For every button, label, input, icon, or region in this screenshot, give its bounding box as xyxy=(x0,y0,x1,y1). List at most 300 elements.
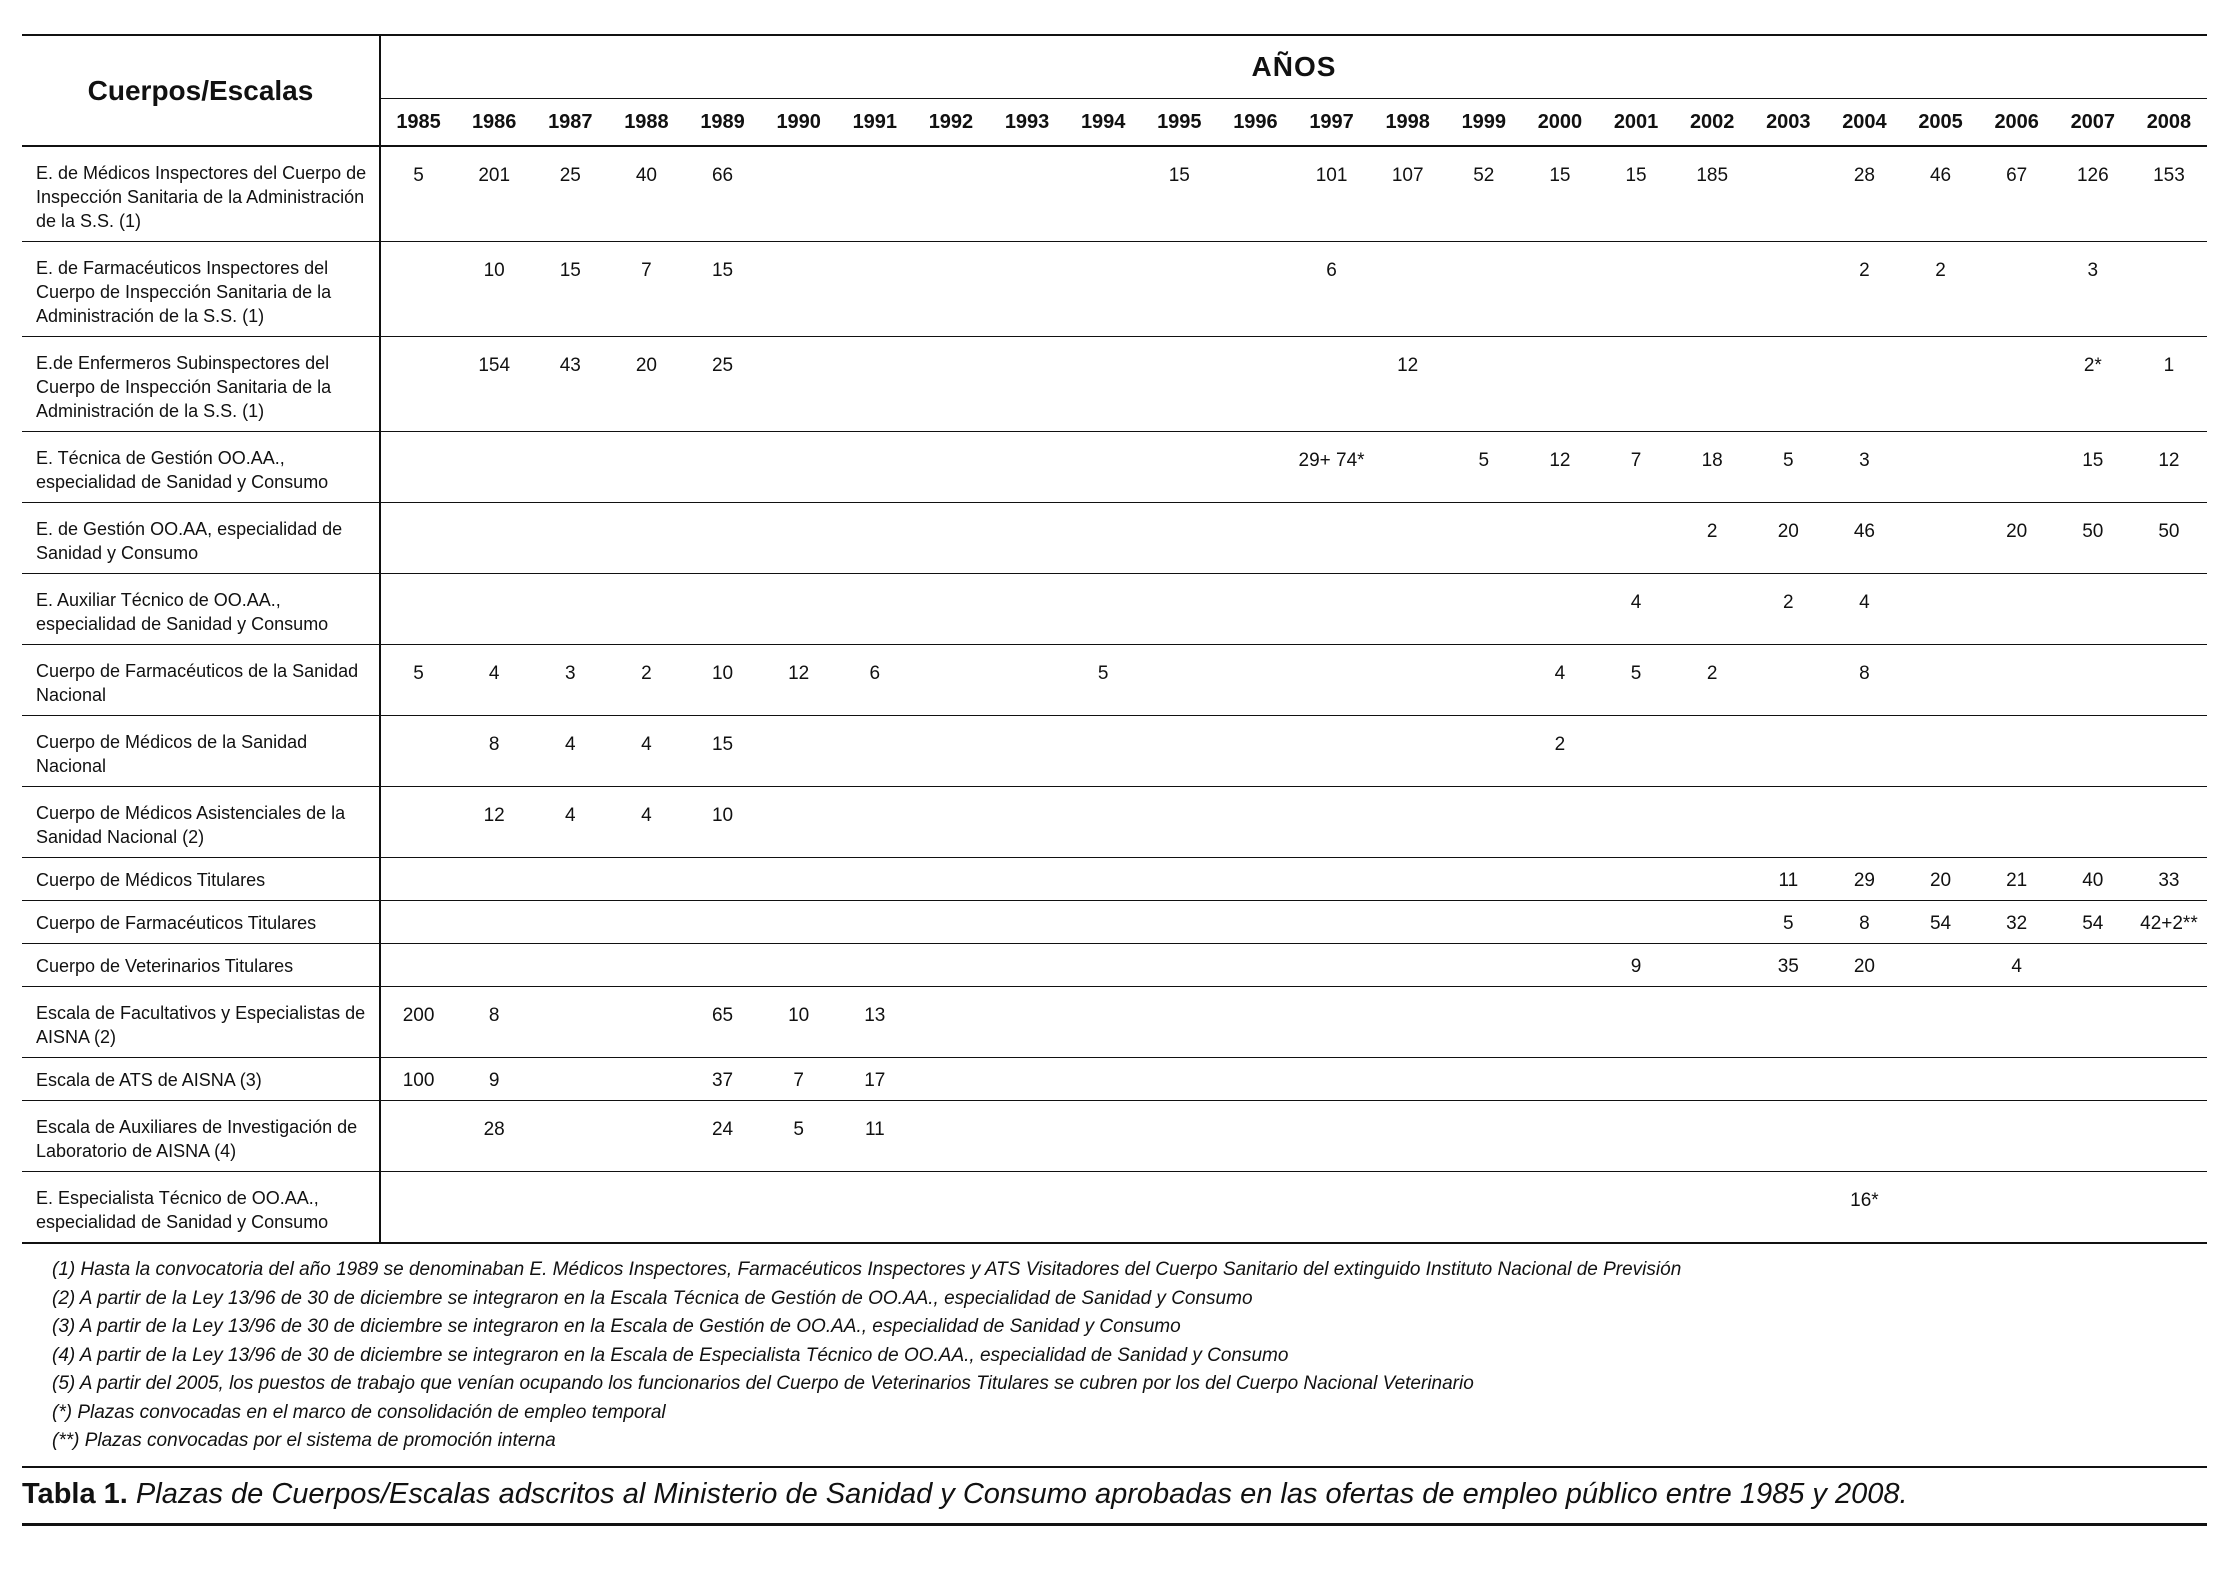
table-cell xyxy=(989,944,1065,987)
table-cell xyxy=(989,503,1065,574)
table-cell xyxy=(1294,645,1370,716)
table-cell: 29+ 74* xyxy=(1294,432,1370,503)
row-label: E. de Gestión OO.AA, especialidad de Sanidad y Consumo xyxy=(22,503,380,574)
table-cell xyxy=(761,574,837,645)
table-cell: 33 xyxy=(2131,858,2207,901)
table-cell: 15 xyxy=(532,242,608,337)
table-cell: 20 xyxy=(1979,503,2055,574)
table-cell xyxy=(989,858,1065,901)
table-cell xyxy=(1217,787,1293,858)
table-cell xyxy=(1446,242,1522,337)
table-cell: 50 xyxy=(2055,503,2131,574)
table-cell xyxy=(1370,242,1446,337)
table-cell xyxy=(1674,858,1750,901)
row-label: E. Técnica de Gestión OO.AA., especialidad de Sanidad y Consumo xyxy=(22,432,380,503)
table-cell xyxy=(1750,787,1826,858)
table-cell: 15 xyxy=(685,716,761,787)
table-cell: 8 xyxy=(456,716,532,787)
table-cell xyxy=(1065,858,1141,901)
table-cell xyxy=(1750,337,1826,432)
table-cell xyxy=(837,574,913,645)
row-label: E. Especialista Técnico de OO.AA., especialidad de Sanidad y Consumo xyxy=(22,1172,380,1244)
table-cell xyxy=(1294,944,1370,987)
year-header: 1999 xyxy=(1446,99,1522,147)
plazas-table xyxy=(22,34,2207,1244)
table-cell xyxy=(1370,645,1446,716)
table-row xyxy=(22,1101,2207,1172)
table-cell xyxy=(761,337,837,432)
table-cell xyxy=(837,787,913,858)
table-cell: 32 xyxy=(1979,901,2055,944)
table-cell: 3 xyxy=(1826,432,1902,503)
table-cell xyxy=(913,645,989,716)
table-cell xyxy=(1903,1058,1979,1101)
table-cell: 46 xyxy=(1826,503,1902,574)
table-cell xyxy=(1522,987,1598,1058)
table-cell xyxy=(1674,337,1750,432)
table-cell: 5 xyxy=(1065,645,1141,716)
table-cell xyxy=(1217,337,1293,432)
footnote: (2) A partir de la Ley 13/96 de 30 de diciembre se integraron en la Escala Técnica de Gestión de OO.AA., especialidad de Sanidad y Consumo xyxy=(52,1287,1253,1309)
table-cell xyxy=(1065,987,1141,1058)
table-cell xyxy=(1141,1058,1217,1101)
table-cell xyxy=(1522,242,1598,337)
table-cell xyxy=(1294,716,1370,787)
table-row xyxy=(22,146,2207,242)
table-cell xyxy=(1141,1172,1217,1244)
table-cell xyxy=(761,432,837,503)
table-cell xyxy=(456,432,532,503)
table-cell xyxy=(1446,1172,1522,1244)
table-cell xyxy=(1141,574,1217,645)
caption-text: Plazas de Cuerpos/Escalas adscritos al Ministerio de Sanidad y Consumo aprobadas en las ofertas de empleo público entre 1985 y 2008. xyxy=(135,1477,1908,1510)
table-cell xyxy=(1750,1058,1826,1101)
table-cell xyxy=(1979,787,2055,858)
table-cell xyxy=(837,242,913,337)
table-cell: 20 xyxy=(1750,503,1826,574)
table-cell xyxy=(1370,858,1446,901)
table-row xyxy=(22,645,2207,716)
table-cell: 3 xyxy=(532,645,608,716)
table-cell xyxy=(761,858,837,901)
table-cell: 35 xyxy=(1750,944,1826,987)
table-cell: 4 xyxy=(532,716,608,787)
table-cell xyxy=(2055,716,2131,787)
year-header: 2007 xyxy=(2055,99,2131,147)
table-cell xyxy=(913,146,989,242)
table-row xyxy=(22,858,2207,901)
table-cell xyxy=(1903,645,1979,716)
table-cell: 4 xyxy=(532,787,608,858)
year-header: 1986 xyxy=(456,99,532,147)
table-cell xyxy=(761,787,837,858)
table-cell xyxy=(1674,787,1750,858)
table-cell: 4 xyxy=(1826,574,1902,645)
table-cell xyxy=(1750,645,1826,716)
table-cell xyxy=(380,716,456,787)
table-cell xyxy=(1903,574,1979,645)
table-cell xyxy=(1750,146,1826,242)
table-cell: 5 xyxy=(1598,645,1674,716)
table-cell xyxy=(1903,1101,1979,1172)
table-cell xyxy=(761,146,837,242)
table-cell xyxy=(1370,716,1446,787)
table-cell xyxy=(2131,1101,2207,1172)
table-cell xyxy=(532,901,608,944)
table-cell xyxy=(989,337,1065,432)
table-cell xyxy=(1598,787,1674,858)
table-cell xyxy=(1217,645,1293,716)
table-cell xyxy=(608,1172,684,1244)
table-cell xyxy=(1979,1101,2055,1172)
table-cell xyxy=(1674,574,1750,645)
table-cell xyxy=(1294,337,1370,432)
table-cell: 2 xyxy=(1826,242,1902,337)
table-cell xyxy=(1141,901,1217,944)
table-cell xyxy=(608,1101,684,1172)
table-cell xyxy=(1750,1101,1826,1172)
table-cell: 7 xyxy=(761,1058,837,1101)
table-cell: 12 xyxy=(2131,432,2207,503)
table-cell xyxy=(608,944,684,987)
table-cell: 28 xyxy=(456,1101,532,1172)
table-cell xyxy=(1446,1058,1522,1101)
table-cell: 50 xyxy=(2131,503,2207,574)
table-cell xyxy=(989,574,1065,645)
table-cell xyxy=(380,787,456,858)
year-header: 2008 xyxy=(2131,99,2207,147)
table-cell xyxy=(1294,1058,1370,1101)
table-cell xyxy=(1979,432,2055,503)
table-cell: 201 xyxy=(456,146,532,242)
table-cell xyxy=(837,146,913,242)
table-cell xyxy=(1217,716,1293,787)
table-cell xyxy=(1522,337,1598,432)
table-cell xyxy=(1598,987,1674,1058)
table-cell xyxy=(1979,1172,2055,1244)
table-row xyxy=(22,1058,2207,1101)
table-cell xyxy=(1217,1101,1293,1172)
anos-header: AÑOS xyxy=(380,35,2207,99)
table-cell xyxy=(1370,1058,1446,1101)
table-cell xyxy=(1826,716,1902,787)
year-header: 2000 xyxy=(1522,99,1598,147)
table-body xyxy=(22,146,2207,1243)
table-cell xyxy=(532,1101,608,1172)
table-cell xyxy=(989,716,1065,787)
table-cell xyxy=(1141,1101,1217,1172)
table-cell xyxy=(2055,944,2131,987)
table-cell xyxy=(989,987,1065,1058)
table-cell xyxy=(1446,337,1522,432)
table-row xyxy=(22,503,2207,574)
table-cell xyxy=(913,574,989,645)
row-label: Escala de Facultativos y Especialistas de AISNA (2) xyxy=(22,987,380,1058)
table-cell xyxy=(1141,503,1217,574)
table-cell xyxy=(1979,242,2055,337)
table-cell xyxy=(1217,574,1293,645)
footnote: (4) A partir de la Ley 13/96 de 30 de diciembre se integraron en la Escala de Especialista Técnico de OO.AA., especialidad de Sanidad y Consumo xyxy=(52,1344,1289,1366)
table-cell xyxy=(989,146,1065,242)
table-cell xyxy=(837,337,913,432)
table-row xyxy=(22,242,2207,337)
row-label: Cuerpo de Farmacéuticos de la Sanidad Nacional xyxy=(22,645,380,716)
table-cell xyxy=(2131,987,2207,1058)
table-cell xyxy=(913,716,989,787)
table-cell xyxy=(1826,337,1902,432)
table-cell: 52 xyxy=(1446,146,1522,242)
row-label: Cuerpo de Médicos Titulares xyxy=(22,858,380,901)
table-cell: 9 xyxy=(456,1058,532,1101)
table-cell xyxy=(1294,1172,1370,1244)
year-header: 2004 xyxy=(1826,99,1902,147)
table-cell xyxy=(1217,901,1293,944)
table-cell xyxy=(1065,716,1141,787)
table-cell xyxy=(1674,242,1750,337)
table-cell xyxy=(1674,1172,1750,1244)
year-header: 2001 xyxy=(1598,99,1674,147)
table-cell xyxy=(1522,901,1598,944)
table-cell xyxy=(913,1058,989,1101)
table-cell xyxy=(989,645,1065,716)
table-cell xyxy=(1598,503,1674,574)
table-cell xyxy=(380,1101,456,1172)
table-cell xyxy=(1674,987,1750,1058)
table-cell: 15 xyxy=(2055,432,2131,503)
table-cell: 67 xyxy=(1979,146,2055,242)
table-cell xyxy=(2055,1058,2131,1101)
year-header: 1994 xyxy=(1065,99,1141,147)
table-cell xyxy=(1065,503,1141,574)
table-cell xyxy=(1446,944,1522,987)
table-cell xyxy=(2131,645,2207,716)
table-cell xyxy=(1674,1101,1750,1172)
table-cell: 18 xyxy=(1674,432,1750,503)
table-cell: 13 xyxy=(837,987,913,1058)
table-cell: 7 xyxy=(1598,432,1674,503)
table-cell: 126 xyxy=(2055,146,2131,242)
table-cell xyxy=(1903,787,1979,858)
table-cell xyxy=(989,787,1065,858)
table-cell: 5 xyxy=(1446,432,1522,503)
table-cell: 2 xyxy=(1674,503,1750,574)
table-cell xyxy=(1217,1058,1293,1101)
table-cell xyxy=(1370,1101,1446,1172)
table-cell xyxy=(1979,987,2055,1058)
table-cell: 8 xyxy=(456,987,532,1058)
table-cell xyxy=(1522,1101,1598,1172)
year-header: 1990 xyxy=(761,99,837,147)
footnote: (1) Hasta la convocatoria del año 1989 se denominaban E. Médicos Inspectores, Farmacéuticos Inspectores y ATS Visitadores del Cuerpo Sanitario del extinguido Instituto Nacional de Previsión xyxy=(52,1259,1682,1280)
table-cell: 37 xyxy=(685,1058,761,1101)
year-header: 1985 xyxy=(380,99,456,147)
table-cell xyxy=(2131,1058,2207,1101)
table-cell: 200 xyxy=(380,987,456,1058)
table-cell xyxy=(913,901,989,944)
table-cell: 9 xyxy=(1598,944,1674,987)
table-cell: 15 xyxy=(1141,146,1217,242)
table-cell: 8 xyxy=(1826,645,1902,716)
table-cell: 10 xyxy=(685,645,761,716)
table-cell xyxy=(456,944,532,987)
table-cell xyxy=(1446,645,1522,716)
table-cell xyxy=(1979,337,2055,432)
table-cell xyxy=(608,1058,684,1101)
table-cell xyxy=(1979,645,2055,716)
table-cell xyxy=(1141,337,1217,432)
table-cell xyxy=(456,574,532,645)
table-cell xyxy=(913,1172,989,1244)
table-cell xyxy=(1065,432,1141,503)
table-cell xyxy=(1522,1058,1598,1101)
table-cell: 3 xyxy=(2055,242,2131,337)
table-cell xyxy=(1370,787,1446,858)
table-cell xyxy=(1903,1172,1979,1244)
table-cell xyxy=(837,503,913,574)
table-cell: 4 xyxy=(1522,645,1598,716)
table-row xyxy=(22,787,2207,858)
row-label: Cuerpo de Médicos Asistenciales de la Sanidad Nacional (2) xyxy=(22,787,380,858)
year-header: 1997 xyxy=(1294,99,1370,147)
table-cell xyxy=(1522,944,1598,987)
table-cell xyxy=(1522,1172,1598,1244)
table-cell: 2 xyxy=(1903,242,1979,337)
table-cell: 5 xyxy=(380,645,456,716)
table-cell: 43 xyxy=(532,337,608,432)
table-caption xyxy=(22,1466,2207,1526)
year-header: 1996 xyxy=(1217,99,1293,147)
table-cell: 5 xyxy=(1750,901,1826,944)
table-cell xyxy=(2131,242,2207,337)
table-cell xyxy=(1446,858,1522,901)
table-cell xyxy=(685,574,761,645)
table-cell: 6 xyxy=(837,645,913,716)
table-cell xyxy=(1446,901,1522,944)
table-cell xyxy=(1750,1172,1826,1244)
footnote: (*) Plazas convocadas en el marco de consolidación de empleo temporal xyxy=(52,1401,666,1423)
table-cell: 6 xyxy=(1294,242,1370,337)
table-cell xyxy=(1141,432,1217,503)
table-cell: 54 xyxy=(1903,901,1979,944)
row-label: E. de Farmacéuticos Inspectores del Cuerpo de Inspección Sanitaria de la Administración de la S.S. (1) xyxy=(22,242,380,337)
table-cell xyxy=(1598,1101,1674,1172)
table-row xyxy=(22,337,2207,432)
table-cell xyxy=(837,901,913,944)
table-cell: 2* xyxy=(2055,337,2131,432)
table-cell xyxy=(761,716,837,787)
table-cell xyxy=(761,242,837,337)
table-cell xyxy=(1903,337,1979,432)
year-header: 1991 xyxy=(837,99,913,147)
table-cell xyxy=(1217,1172,1293,1244)
table-cell: 12 xyxy=(456,787,532,858)
row-label: E. de Médicos Inspectores del Cuerpo de Inspección Sanitaria de la Administración de la S.S. (1) xyxy=(22,146,380,242)
table-row xyxy=(22,987,2207,1058)
year-header: 1995 xyxy=(1141,99,1217,147)
table-cell xyxy=(913,432,989,503)
row-label: Cuerpo de Farmacéuticos Titulares xyxy=(22,901,380,944)
table-cell xyxy=(1141,716,1217,787)
table-cell xyxy=(608,574,684,645)
table-cell xyxy=(1065,574,1141,645)
table-cell: 11 xyxy=(837,1101,913,1172)
table-cell xyxy=(1065,787,1141,858)
table-cell xyxy=(1979,574,2055,645)
table-cell xyxy=(1294,574,1370,645)
table-cell: 4 xyxy=(456,645,532,716)
table-cell xyxy=(913,858,989,901)
table-cell xyxy=(1598,716,1674,787)
table-cell: 25 xyxy=(685,337,761,432)
table-cell xyxy=(1065,337,1141,432)
table-cell: 10 xyxy=(685,787,761,858)
table-cell xyxy=(837,716,913,787)
table-cell: 2 xyxy=(1522,716,1598,787)
table-cell xyxy=(456,858,532,901)
year-header: 1993 xyxy=(989,99,1065,147)
table-row xyxy=(22,574,2207,645)
table-cell: 16* xyxy=(1826,1172,1902,1244)
table-cell xyxy=(1294,503,1370,574)
table-cell xyxy=(1217,858,1293,901)
table-cell: 20 xyxy=(1826,944,1902,987)
table-cell: 12 xyxy=(1522,432,1598,503)
table-cell: 153 xyxy=(2131,146,2207,242)
table-cell xyxy=(380,432,456,503)
table-cell xyxy=(1141,242,1217,337)
table-cell xyxy=(1065,146,1141,242)
table-cell xyxy=(1674,901,1750,944)
table-cell: 4 xyxy=(1598,574,1674,645)
table-cell: 5 xyxy=(1750,432,1826,503)
table-cell xyxy=(1294,901,1370,944)
table-cell xyxy=(1446,1101,1522,1172)
table-cell xyxy=(1522,787,1598,858)
table-cell xyxy=(1598,337,1674,432)
table-cell xyxy=(989,1101,1065,1172)
table-cell xyxy=(837,944,913,987)
table-cell xyxy=(1522,858,1598,901)
table-cell: 5 xyxy=(380,146,456,242)
table-cell: 29 xyxy=(1826,858,1902,901)
footnote: (3) A partir de la Ley 13/96 de 30 de diciembre se integraron en la Escala de Gestión de OO.AA., especialidad de Sanidad y Consumo xyxy=(52,1316,1181,1337)
table-cell xyxy=(1065,242,1141,337)
table-cell xyxy=(1065,901,1141,944)
table-cell: 24 xyxy=(685,1101,761,1172)
year-header: 1989 xyxy=(685,99,761,147)
table-cell xyxy=(2131,1172,2207,1244)
table-cell xyxy=(532,1172,608,1244)
table-cell xyxy=(380,858,456,901)
table-cell xyxy=(1141,787,1217,858)
table-cell xyxy=(1750,242,1826,337)
table-cell: 15 xyxy=(1598,146,1674,242)
table-cell: 2 xyxy=(1674,645,1750,716)
table-cell xyxy=(1141,645,1217,716)
table-cell xyxy=(1370,503,1446,574)
table-cell xyxy=(380,574,456,645)
year-header: 1987 xyxy=(532,99,608,147)
table-cell xyxy=(685,503,761,574)
table-cell: 4 xyxy=(1979,944,2055,987)
footnote: (**) Plazas convocadas por el sistema de promoción interna xyxy=(52,1430,556,1451)
table-row xyxy=(22,432,2207,503)
table-cell: 1 xyxy=(2131,337,2207,432)
table-cell xyxy=(837,858,913,901)
document xyxy=(22,34,2207,1526)
table-cell xyxy=(1141,944,1217,987)
table-cell xyxy=(1446,503,1522,574)
